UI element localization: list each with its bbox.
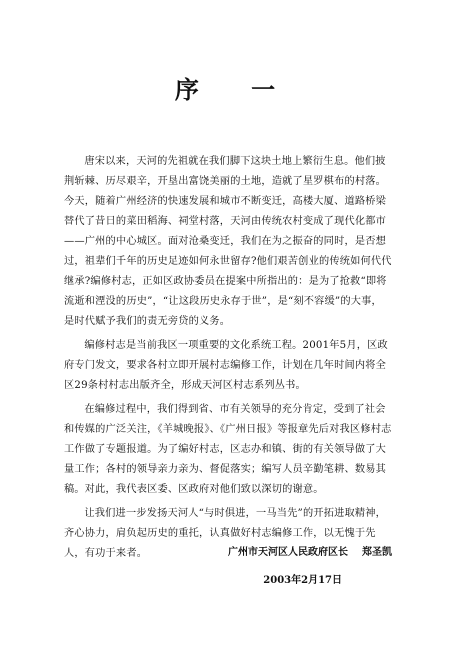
signature-name: 郑圣凯	[362, 547, 392, 558]
paragraph-2: 编修村志是当前我区一项重要的文化系统工程。2001年5月，区政府专门发文，要求各村立即开展村志编修工作，计划在几年时间内将全区29条村村志出版齐全，形成天河区村志系列丛书。	[64, 340, 388, 391]
signature-date: 2003年2月17日	[263, 575, 342, 586]
page-title: 序 一	[174, 75, 298, 104]
paragraph-3: 在编修过程中，我们得到省、市有关领导的充分肯定，受到了社会和传媒的广泛关注，《羊城晚报》、《广州日报》等报章先后对我区修村志工作做了专题报道。为了编好村志，区志办和镇、街的有关领导做了大量工作；各村的领导亲力亲为、督促落实；编写人员辛勤笔耕、数易其稿。对此，我代表区委、区政府对他们致以深切的谢意。	[64, 404, 392, 495]
paragraph-1: 唐宋以来，天河的先祖就在我们脚下这块土地上繁衍生息。他们披荆斩棘、历尽艰辛，开垦出富饶美丽的土地，造就了星罗棋布的村落。今天，随着广州经济的快速发展和城市不断变迁，高楼大厦、道路桥梁替代了昔日的菜田稻海、祠堂村落，天河由传统农村变成了现代化都市——广州的中心城区。面对沧桑变迁，我们在为之振奋的同时，是否想过，祖辈们千年的历史足迹如何永世留存?他们艰苦创业的传统如何代代继承?编修村志，正如区政协委员在提案中所指出的：是为了抢救“即将流逝和湮没的历史”，“让这段历史永存于世”，是“刻不容缓”的大事，是时代赋予我们的责无旁贷的义务。	[64, 156, 392, 327]
paragraph-4: 让我们进一步发扬天河人“与时俱进，一马当先”的开拓进取精神，齐心协力，肩负起历史的重托，认真做好村志编修工作，以无愧于先人，有功于来者。	[64, 508, 387, 559]
signature-title: 广州市天河区人民政府区长	[228, 547, 348, 558]
preface-body	[64, 152, 392, 568]
signature-line	[228, 543, 392, 558]
